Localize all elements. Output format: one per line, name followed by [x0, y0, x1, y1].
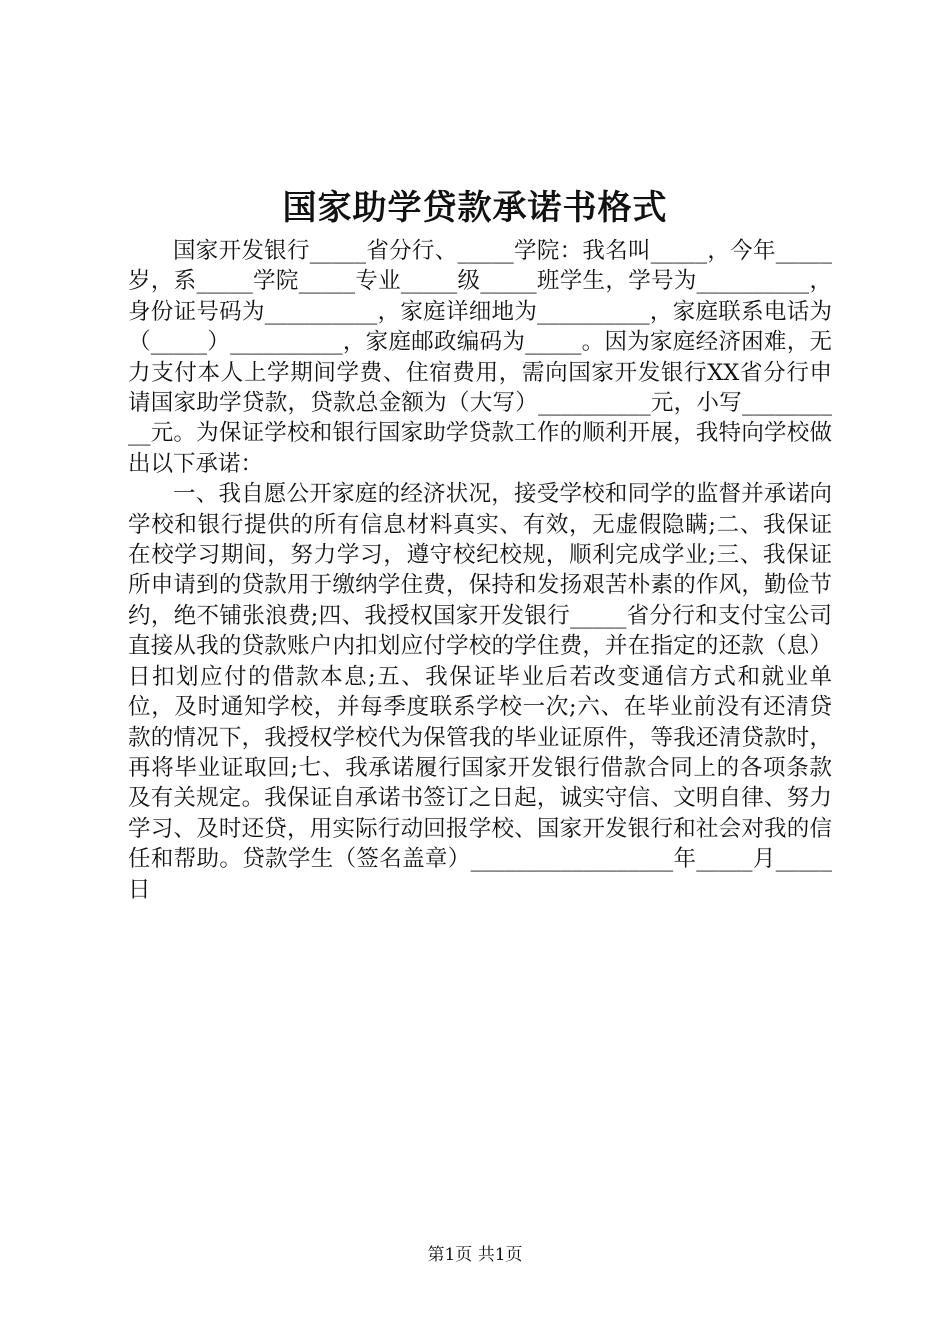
paragraph-intro: 国家开发银行_____省分行、_____学院：我名叫_____，今年_____岁，系_____学院_____专业_____级_____班学生，学号为__________，身份证号码为__________，家庭详细地为__________，家庭联系电话为（_____）__________，家庭邮政编码为_____。因为家庭经济困难，无力支付本人上学期间学费、住宿费用，需向国家开发银行XX省分行申请国家助学贷款，贷款总金额为（大写）__________元，小写__________元。为保证学校和银行国家助学贷款工作的顺利开展，我特向学校做出以下承诺： — [128, 238, 832, 477]
document-title: 国家助学贷款承诺书格式 — [282, 188, 668, 228]
document-body — [128, 236, 832, 905]
paragraph-commitments: 一、我自愿公开家庭的经济状况，接受学校和同学的监督并承诺向学校和银行提供的所有信息材料真实、有效，无虚假隐瞒;二、我保证在校学习期间，努力学习，遵守校纪校规，顺利完成学业;三、我保证所申请到的贷款用于缴纳学住费，保持和发扬艰苦朴素的作风，勤俭节约，绝不铺张浪费;四、我授权国家开发银行_____省分行和支付宝公司直接从我的贷款账户内扣划应付学校的学住费，并在指定的还款（息）日扣划应付的借款本息;五、我保证毕业后若改变通信方式和就业单位，及时通知学校，并每季度联系学校一次;六、在毕业前没有还清贷款的情况下，我授权学校代为保管我的毕业证原件，等我还清贷款时，再将毕业证取回;七、我承诺履行国家开发银行借款合同上的各项条款及有关规定。我保证自承诺书签订之日起，诚实守信、文明自律、努力学习、及时还贷，用实际行动回报学校、国家开发银行和社会对我的信任和帮助。贷款学生（签名盖章）__________________年_____月_____日 — [128, 481, 832, 903]
page-number: 第1页 共1页 — [427, 1245, 523, 1265]
